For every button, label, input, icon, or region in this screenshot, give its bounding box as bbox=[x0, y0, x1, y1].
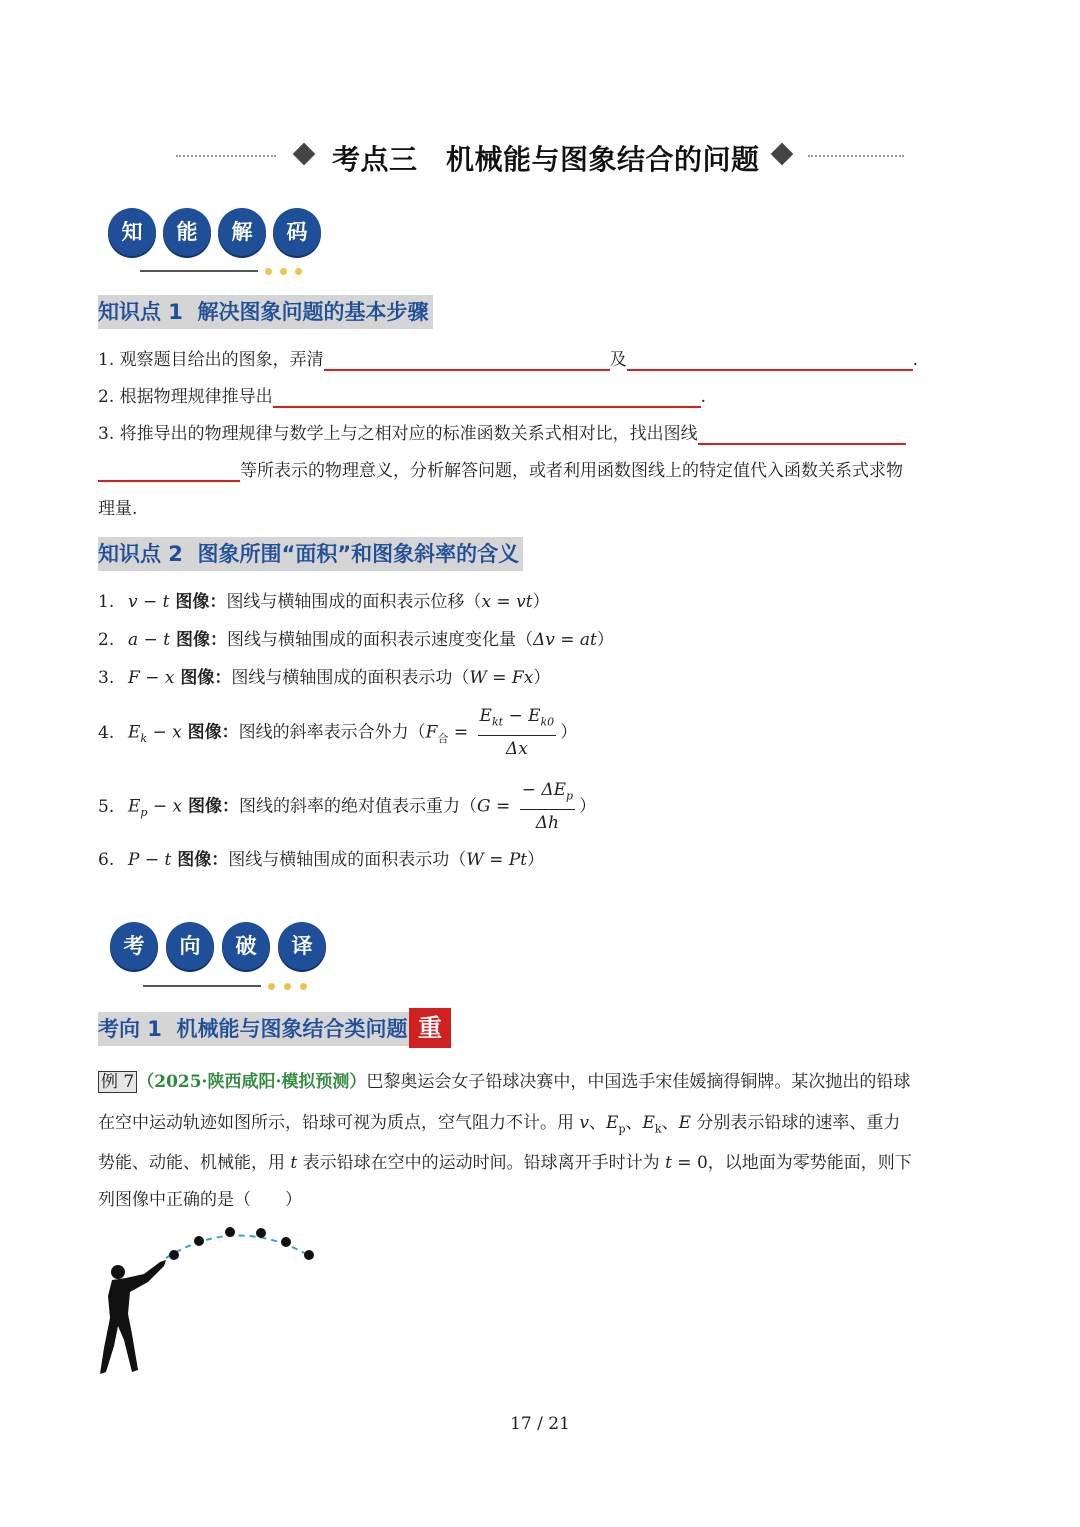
formula-fraction bbox=[520, 778, 575, 836]
graph-x-var: t bbox=[162, 592, 170, 612]
fill-blank bbox=[98, 460, 240, 482]
var-v: v bbox=[579, 1113, 590, 1133]
formula-lhs: W bbox=[469, 668, 487, 688]
example-line-2 bbox=[98, 1111, 900, 1141]
formula-close: ） bbox=[579, 796, 597, 817]
example-line-3 bbox=[98, 1151, 912, 1175]
badge-group-direction bbox=[0, 922, 400, 1002]
kp2-item-2 bbox=[98, 628, 614, 652]
kp1-item-1 bbox=[98, 348, 918, 372]
formula-lhs: F bbox=[425, 722, 438, 743]
formula-rhs: Pt bbox=[508, 850, 528, 870]
t0-value: = 0 bbox=[671, 1153, 708, 1173]
item-number: 3. bbox=[98, 668, 115, 688]
badge-char: 考 bbox=[110, 922, 158, 970]
formula-rhs: at bbox=[579, 630, 597, 650]
graph-y-var: a bbox=[128, 630, 139, 650]
sep: 、 bbox=[625, 1113, 643, 1133]
fraction-denominator: Δh bbox=[535, 813, 560, 834]
graph-x-var: t bbox=[163, 630, 171, 650]
example-text: 在空中运动轨迹如图所示，铅球可视为质点，空气阻力不计。用 bbox=[98, 1113, 580, 1133]
graph-label: 图像： bbox=[169, 592, 227, 612]
shot-ball bbox=[169, 1250, 179, 1260]
item-desc: 图线与横轴围成的面积表示功（ bbox=[228, 850, 467, 870]
kp1-item-3-cont-text: 等所表示的物理意义，分析解答问题，或者利用函数图线上的特定值代入函数关系式求物 bbox=[240, 461, 903, 481]
var-e: E bbox=[678, 1113, 691, 1133]
fraction-numerator bbox=[520, 778, 575, 810]
shot-ball bbox=[256, 1228, 266, 1238]
example-label: 例 7 bbox=[98, 1071, 137, 1093]
kp1-item-3-text: 3. 将推导出的物理规律与数学上与之相对应的标准函数关系式相对比，找出图线 bbox=[98, 424, 698, 444]
num-part: E bbox=[479, 706, 492, 726]
shot-ball bbox=[194, 1236, 204, 1246]
shot-put-figure bbox=[96, 1222, 326, 1382]
kp1-item-2-text: 2. 根据物理规律推导出 bbox=[98, 387, 273, 407]
graph-y-sub: p bbox=[140, 806, 148, 820]
section-heading-kp1: 知识点 1 解决图象问题的基本步骤 bbox=[98, 295, 433, 329]
kp1-item-3-cont bbox=[98, 459, 903, 483]
item-desc: 图线与横轴围成的面积表示功（ bbox=[231, 668, 470, 688]
kp2-item-3 bbox=[98, 666, 550, 690]
example-line-4: 列图像中正确的是（ ） bbox=[98, 1190, 302, 1210]
graph-x-var: x bbox=[164, 668, 175, 688]
graph-dash: − bbox=[138, 630, 164, 650]
formula-close: ） bbox=[560, 722, 578, 743]
formula-close: ） bbox=[596, 630, 614, 650]
shot-ball bbox=[304, 1250, 314, 1260]
badge-char: 解 bbox=[218, 208, 266, 256]
example-text: 巴黎奥运会女子铅球决赛中，中国选手宋佳媛摘得铜牌。某次抛出的铅球 bbox=[366, 1072, 911, 1092]
badge-char: 向 bbox=[166, 922, 214, 970]
var-t: t bbox=[290, 1153, 298, 1173]
yellow-dot bbox=[268, 983, 275, 990]
badge-char: 能 bbox=[163, 208, 211, 256]
badge-underline bbox=[143, 985, 261, 987]
page-title: 考点三 机械能与图象结合的问题 bbox=[332, 143, 760, 176]
example-line-1 bbox=[98, 1070, 910, 1094]
formula-eq: = bbox=[483, 850, 509, 870]
formula-eq: = bbox=[490, 796, 516, 817]
section-heading-dir1: 考向 1 机械能与图象结合类问题 bbox=[98, 1012, 412, 1046]
item-number: 1. bbox=[98, 592, 115, 612]
num-sub: kt bbox=[491, 715, 504, 729]
graph-x-var: t bbox=[164, 850, 172, 870]
graph-y-var: E bbox=[128, 796, 141, 817]
graph-dash: − bbox=[139, 850, 165, 870]
kp2-item-1 bbox=[98, 590, 550, 614]
graph-label: 图像： bbox=[174, 668, 232, 688]
badge-char: 译 bbox=[278, 922, 326, 970]
graph-dash: − bbox=[147, 722, 173, 743]
graph-label: 图像： bbox=[182, 796, 240, 817]
graph-x-var: x bbox=[172, 796, 183, 817]
formula-lhs: Δv bbox=[532, 630, 555, 650]
item-desc: 图线的斜率表示合外力（ bbox=[238, 722, 426, 743]
yellow-dot bbox=[280, 268, 287, 275]
kp2-item-4 bbox=[98, 704, 577, 762]
fill-blank bbox=[273, 386, 701, 408]
shot-ball bbox=[225, 1227, 235, 1237]
page-number: 17 / 21 bbox=[510, 1414, 570, 1434]
title-left-diamond-icon bbox=[293, 143, 316, 166]
title-left-dots bbox=[176, 155, 276, 157]
example-text: 表示铅球在空中的运动时间。铅球离开手时计为 bbox=[297, 1153, 666, 1173]
formula-close: ） bbox=[527, 850, 545, 870]
yellow-dot bbox=[295, 268, 302, 275]
badge-char: 码 bbox=[273, 208, 321, 256]
example-text: 分别表示铅球的速率、重力 bbox=[691, 1113, 901, 1133]
graph-y-var: F bbox=[128, 668, 140, 688]
example-text: ，以地面为零势能面，则下 bbox=[707, 1153, 912, 1173]
formula-eq: = bbox=[448, 722, 474, 743]
formula-lhs-sub: 合 bbox=[437, 732, 449, 746]
yellow-dot bbox=[300, 983, 307, 990]
formula-rhs: vt bbox=[516, 592, 533, 612]
yellow-dot bbox=[284, 983, 291, 990]
badge-char: 知 bbox=[108, 208, 156, 256]
item-number: 4. bbox=[98, 722, 115, 743]
title-row bbox=[0, 134, 1080, 178]
formula-eq: = bbox=[554, 630, 580, 650]
fill-blank bbox=[627, 349, 913, 371]
graph-dash: − bbox=[147, 796, 173, 817]
num-sub: p bbox=[566, 789, 574, 803]
kp2-item-5 bbox=[98, 778, 596, 836]
graph-label: 图像： bbox=[171, 850, 229, 870]
formula-rhs: Fx bbox=[511, 668, 534, 688]
shot-ball bbox=[281, 1237, 291, 1247]
num-sub: k0 bbox=[540, 715, 555, 729]
badge-char: 破 bbox=[222, 922, 270, 970]
graph-y-var: E bbox=[128, 722, 141, 743]
kp1-item-3-last: 理量. bbox=[98, 499, 138, 519]
graph-label: 图像： bbox=[170, 630, 227, 650]
num-part: − E bbox=[503, 706, 541, 726]
formula-lhs: x bbox=[481, 592, 492, 612]
formula-fraction bbox=[478, 704, 557, 762]
var-ep: E bbox=[606, 1113, 619, 1133]
var-ek: E bbox=[642, 1113, 655, 1133]
item-number: 5. bbox=[98, 796, 115, 817]
item-number: 6. bbox=[98, 850, 115, 870]
formula-close: ） bbox=[533, 668, 551, 688]
item-desc: 图线与横轴围成的面积表示位移（ bbox=[226, 592, 482, 612]
formula-eq: = bbox=[486, 668, 512, 688]
kp1-item-2-end: . bbox=[700, 387, 707, 407]
graph-x-var: x bbox=[172, 722, 182, 743]
key-point-tag: 重 bbox=[409, 1008, 451, 1048]
badge-group-knowledge bbox=[0, 208, 400, 288]
fill-blank bbox=[698, 423, 906, 445]
badge-underline bbox=[140, 270, 258, 272]
athlete-silhouette bbox=[100, 1260, 166, 1374]
example-text: 势能、动能、机械能，用 bbox=[98, 1153, 291, 1173]
kp1-item-1-mid: 及 bbox=[609, 350, 627, 370]
graph-dash: − bbox=[137, 592, 163, 612]
formula-lhs: W bbox=[466, 850, 484, 870]
graph-y-sub: k bbox=[140, 732, 148, 746]
example-source: （2025·陕西咸阳·模拟预测） bbox=[137, 1072, 367, 1092]
var-ep-sub: p bbox=[618, 1122, 626, 1136]
yellow-dot bbox=[265, 268, 272, 275]
graph-y-var: P bbox=[128, 850, 140, 870]
sep: 、 bbox=[661, 1113, 679, 1133]
num-part: − ΔE bbox=[521, 780, 567, 800]
title-right-diamond-icon bbox=[771, 143, 794, 166]
fill-blank bbox=[324, 349, 610, 371]
var-ek-sub: k bbox=[654, 1122, 662, 1136]
graph-dash: − bbox=[139, 668, 165, 688]
title-right-dots bbox=[808, 155, 904, 157]
fraction-denominator: Δx bbox=[505, 739, 528, 760]
graph-label: 图像： bbox=[181, 722, 239, 743]
kp1-item-3 bbox=[98, 422, 906, 446]
kp1-item-1-text: 1. 观察题目给出的图象，弄清 bbox=[98, 350, 324, 370]
kp1-item-1-end: . bbox=[912, 350, 919, 370]
sep: 、 bbox=[589, 1113, 607, 1133]
graph-y-var: v bbox=[128, 592, 138, 612]
formula-eq: = bbox=[491, 592, 517, 612]
section-heading-kp2: 知识点 2 图象所围“面积”和图象斜率的含义 bbox=[98, 537, 523, 571]
item-desc: 图线的斜率的绝对值表示重力（ bbox=[239, 796, 478, 817]
fraction-numerator bbox=[478, 704, 557, 736]
var-t: t bbox=[665, 1153, 672, 1173]
kp1-item-2 bbox=[98, 385, 706, 409]
item-number: 2. bbox=[98, 630, 115, 650]
item-desc: 图线与横轴围成的面积表示速度变化量（ bbox=[226, 630, 533, 650]
formula-close: ） bbox=[532, 592, 550, 612]
formula-lhs: G bbox=[477, 796, 491, 817]
kp2-item-6 bbox=[98, 848, 544, 872]
